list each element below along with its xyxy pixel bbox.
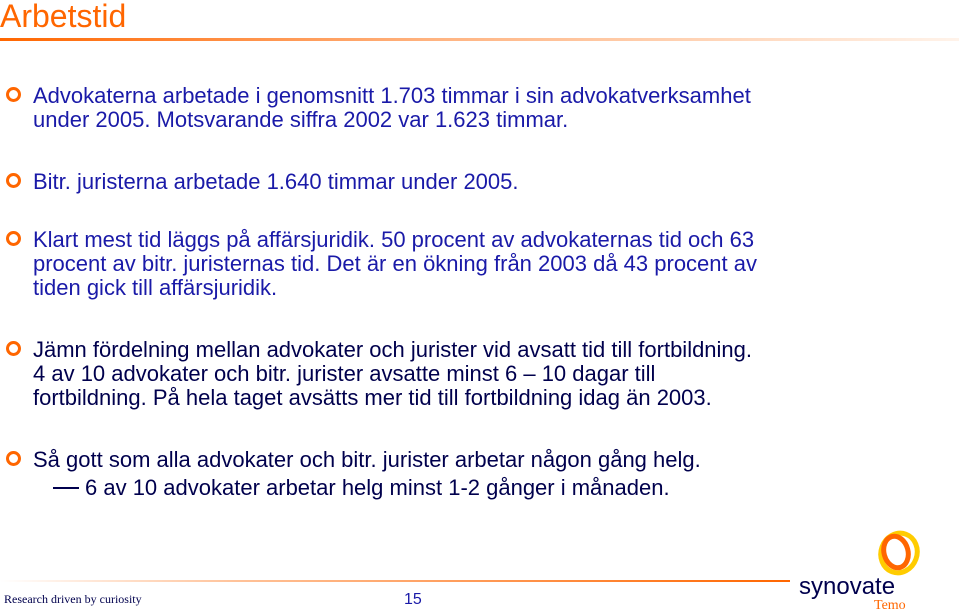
ring-bullet-icon bbox=[6, 341, 21, 356]
ring-bullet-icon bbox=[6, 173, 21, 188]
footer-divider bbox=[0, 580, 790, 582]
slide-title: Arbetstid bbox=[0, 0, 127, 34]
ring-bullet-icon bbox=[6, 451, 21, 466]
logo-subbrand: Temo bbox=[874, 598, 906, 613]
page-number: 15 bbox=[404, 591, 422, 608]
sub-bullet-text: 6 av 10 advokater arbetar helg minst 1-2 gånger i månaden. bbox=[85, 475, 670, 500]
ring-bullet-icon bbox=[6, 87, 21, 102]
bullet-text: Så gott som alla advokater och bitr. jurister arbetar någon gång helg. bbox=[33, 447, 701, 472]
bullet-text: Klart mest tid läggs på affärsjuridik. 50 procent av advokaternas tid och 63 procent av bitr. juristernas tid. Det är en ökning från 2003 då 43 procent av tiden gick till affärsjuridik. bbox=[33, 227, 757, 300]
ring-bullet-icon bbox=[6, 231, 21, 246]
dash-bullet-icon bbox=[53, 487, 79, 489]
bullet-text: Jämn fördelning mellan advokater och jurister vid avsatt tid till fortbildning. 4 av 10 advokater och bitr. jurister avsatte minst 6 – 10 dagar till fortbildning. På hela taget avsätts mer tid till fortbildning idag än 2003. bbox=[33, 337, 753, 410]
title-divider bbox=[0, 38, 959, 41]
bullet-text: Advokaterna arbetade i genomsnitt 1.703 timmar i sin advokatverksamhet under 2005. Motsvarande siffra 2002 var 1.623 timmar. bbox=[33, 83, 751, 132]
bullet-text: Bitr. juristerna arbetade 1.640 timmar under 2005. bbox=[33, 169, 519, 194]
logo-wordmark: synovate bbox=[799, 573, 896, 600]
footer-tagline: Research driven by curiosity bbox=[4, 592, 142, 606]
